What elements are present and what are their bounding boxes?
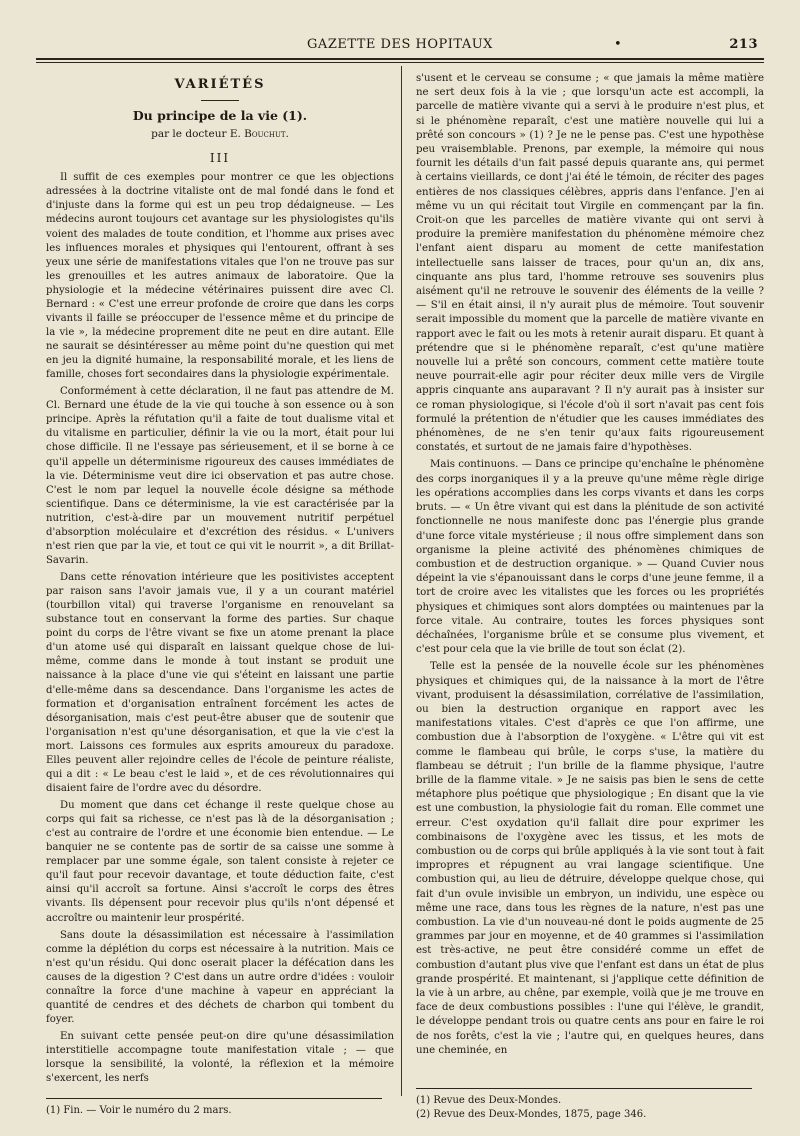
paragraph: En suivant cette pensée peut-on dire qu'une désassimilation interstitielle accompagne toute manifestation vitale ; — que lorsque la sensibilité, la volonté, la réflexion et la mémoire s'exercent, les nerfs	[46, 1031, 394, 1085]
byline	[46, 127, 394, 141]
header-ornament: •	[614, 37, 623, 52]
section-rule	[201, 100, 239, 101]
paragraph: Conformément à cette déclaration, il ne faut pas attendre de M. Cl. Bernard une étude de la vie qui touche à son essence ou à son principe. Après la réfutation qu'il a faite de tout dualisme vital et du vitalisme en particulier, définir la vie ou la mort, était pour lui chose difficile. Il ne l'essaye pas sérieusement, et il se borne à ce qu'il appelle un déterminisme rigoureux des causes immédiates de la vie. Déterminisme veut dire ici observation et pas autre chose. C'est le nom par lequel la nouvelle école désigne sa méthode scientifique. Dans ce déterminisme, la vie est caractérisée par la nutrition, c'est-à-dire par un mouvement nutritif perpétuel d'absorption moléculaire et d'excrétion des résidus. « L'univers n'est rien que par la vie, et tout ce qui vit le nourrit », a dit Brillat-Savarin.	[46, 386, 394, 566]
paragraph: Sans doute la désassimilation est nécessaire à l'assimilation comme la déplétion du corps est nécessaire à la nutrition. Mais ce n'est qu'un résidu. Qui donc oserait placer la défécation dans les causes de la digestion ? C'est dans un autre ordre d'idées : vouloir connaître la force d'une machine à vapeur en appréciant la quantité de cendres et des déchets de charbon qui tombent du foyer.	[46, 929, 394, 1025]
footnote-rule-left	[46, 1098, 382, 1099]
paragraph: Il suffit de ces exemples pour montrer ce que les objections adressées à la doctrine vitaliste ont de mal fondé dans le fond et d'injuste dans la forme qui est un peu trop dédaigneuse. — Les médecins auront toujours cet avantage sur les physiologistes qu'ils voient des malades de toute condition, et l'homme aux prises avec les influences morales et physiques qui l'entourent, offrant à ses yeux une série de manifestations vitales que l'on ne trouve pas sur les grenouilles et les autres animaux de laboratoire. Que la physiologie et la médecine vétérinaires puissent dire avec Cl. Bernard : « C'est une erreur profonde de croire que dans les corps vivants il faille se préoccuper de l'essence même et du principe de la vie », la médecine proprement dite ne peut en dire autant. Elle ne saurait se désintéresser au même point du'ne question qui met en jeu la dignité humaine, la responsabilité morale, et les liens de famille, choses fort secondaires dans la physiologie expérimentale.	[46, 172, 394, 381]
left-column	[46, 72, 394, 1086]
paragraph: Du moment que dans cet échange il reste quelque chose au corps qui fait sa richesse, ce n'est pas là de la désorganisation ; c'est au contraire de l'ordre et une économie bien entendue. — Le banquier ne se contente pas de sortir de sa caisse une somme à remplacer par une somme égale, son talent consiste à rejeter ce qu'il faut pour recevoir davantage, et toute déduction faite, c'est ainsi qu'il accroît sa fortune. Ainsi s'accroît le corps des êtres vivants. Ils dépensent pour recevoir plus qu'ils n'ont dépensé et accroître ou maintenir leur prospérité.	[46, 800, 394, 924]
part-number: III	[209, 151, 231, 166]
byline-author: E. Bouchut.	[229, 128, 289, 141]
footnote: (1) Fin. — Voir le numéro du 2 mars.	[46, 1105, 232, 1116]
right-column	[416, 72, 764, 1058]
footnote: (1) Revue des Deux-Mondes.	[416, 1095, 562, 1106]
byline-prefix: par le docteur	[151, 128, 227, 141]
paragraph: Telle est la pensée de la nouvelle école sur les phénomènes physiques et chimiques qui, de la naissance à la mort de l'être vivant, produisent la désassimilation, corrélative de l'assimilation, ou bien la destruction organique en rapport avec les manifestations vitales. C'est d'après ce que l'on affirme, une combustion due à l'absorption de l'oxygène. « L'être qui vit est comme le flambeau qui brûle, le corps s'use, la matière du flambeau se détruit ; l'un brille de la flamme physique, l'autre brille de la flamme vitale. » Je ne saisis pas bien le sens de cette métaphore plus poétique que physiologique ; En disant que la vie est une combustion, la physiologie fait du roman. Elle commet une erreur. C'est oxydation qu'il fallait dire pour exprimer les combinaisons de l'oxygène avec les tissus, et les mots de combustion ou de corps qui brûle appliqués à la vie sont tout à fait impropres et répugnent au vrai langage scientifique. Une combustion qui, au lieu de détruire, développe quelque chose, qui fait d'un ovule invisible un embryon, un individu, une espèce ou même une race, dans tous les règnes de la nature, n'est pas une combustion. La vie d'un nouveau-né dont le poids augmente de 25 grammes par jour en moyenne, et de 40 grammes si l'assimilation est très-active, ne peut être considéré comme un effet de combustion d'autant plus vive que l'enfant est dans un état de plus grande prospérité. Et maintenant, si j'applique cette définition de la vie à un arbre, au chêne, par exemple, voilà que je me trouve en face de deux combustions possibles : l'une qui l'élève, le grandit, le développe pendant trois ou quatre cents ans pour en faire le roi de nos forêts, c'est la vie ; l'autre qui, en quelques heures, dans une cheminée, en	[416, 661, 764, 1056]
article-title: Du principe de la vie (1).	[132, 108, 308, 124]
footnote: (2) Revue des Deux-Mondes, 1875, page 346.	[416, 1109, 647, 1120]
header-rule	[36, 58, 764, 60]
paragraph: Dans cette rénovation intérieure que les positivistes acceptent par raison sans l'avoir jamais vue, il y a un courant matériel (tourbillon vital) qui traverse l'organisme en renouvelant sa substance tout en conservant la forme des parties. Sur chaque point du corps de l'être vivant se fixe un atome prenant la place d'un atome usé qui disparaît en laissant quelque chose de lui-même, comme dans le monde à tout instant se produit une naissance à la place d'une vie qui s'éteint en laissant une partie d'elle-même dans sa descendance. Dans l'organisme les actes de formation et d'organisation entraînent forcément les actes de désorganisation, mais c'est peut-être abuser que de soutenir que l'organisation n'est qu'une désorganisation, et que la vie c'est la mort. Laissons ces formules aux esprits amoureux du paradoxe. Elles peuvent aller rejoindre celles de l'école de peinture réaliste, qui a dit : « Le beau c'est le laid », et de ces révolutionnaires qui disaient faire de l'ordre avec du désordre.	[46, 572, 394, 794]
footnote-rule-right	[416, 1088, 752, 1089]
running-header	[36, 34, 764, 58]
paragraph: s'usent et le cerveau se consume ; « que jamais la même matière ne sert deux fois à la vie ; que lorsqu'un acte est accompli, la parcelle de matière vivante qui a servi à le produire n'est plus, et si le phénomène reparaît, c'est une matière nouvelle qui lui a prêté son concours » (1) ? Je ne le pense pas. C'est une hypothèse peu vraisemblable. Prenons, par exemple, la mémoire qui nous fournit les détails d'un fait passé depuis quarante ans, qui permet à certains vieillards, ce dont j'ai été le témoin, de réciter des pages entières de nos classiques célèbres, appris dans l'enfance. J'en ai même vu un qui récitait tout Virgile en commençant par la fin. Croit-on que les parcelles de matière vivante qui ont servi à produire la première manifestation du phénomène mémoire chez l'enfant aient disparu au moment de cette manifestation intellectuelle sans laisser de traces, pour qu'un an, dix ans, cinquante ans plus tard, l'homme retrouve ses souvenirs plus aisément qu'il ne retrouve le souvenir des éléments de la veille ? — S'il en était ainsi, il n'y aurait plus de mémoire. Tout souvenir serait impossible du moment que la parcelle de matière vivante en rapport avec le fait ou les mots à retenir aurait disparu. Et quant à prétendre que si le phénomène reparaît, c'est qu'une matière nouvelle lui a prêté son concours, comment cette matière toute neuve pourrait-elle agir pour réciter deux mille vers de Virgile appris cinquante ans auparavant ? Il n'y aurait pas à insister sur ce roman physiologique, si l'école d'où il sort n'avait pas cent fois formulé la prétention de n'étudier que les causes immédiates des phénomènes, de ne s'en tenir qu'aux faits rigoureusement constatés, et surtout de ne jamais faire d'hypothèses.	[416, 73, 764, 454]
paragraph: Mais continuons. — Dans ce principe qu'enchaîne le phénomène des corps inorganiques il y a la preuve qu'une même règle dirige les opérations accomplies dans les corps vivants et dans les corps bruts. — « Un être vivant qui est dans la plénitude de son activité fonctionnelle ne nous manifeste donc pas l'énergie plus grande d'une force vitale mystérieuse ; il nous offre simplement dans son organisme la pleine activité des phénomènes chimiques de combustion et de destruction organique. » — Quand Cuvier nous dépeint la vie s'épanouissant dans le corps d'une jeune femme, il a tort de croire avec les vitalistes que les forces ou les propriétés physiques et chimiques sont alors domptées ou maintenues par la force vitale. Au contraire, toutes les forces physiques sont déchaînées, l'organisme brûle et se consume plus vivement, et c'est pour cela que la vie brille de tout son éclat (2).	[416, 459, 764, 656]
section-heading: VARIÉTÉS	[174, 77, 266, 92]
page-number: 213	[729, 37, 758, 52]
column-divider	[401, 66, 402, 1096]
journal-title: GAZETTE DES HOPITAUX	[307, 37, 493, 52]
header-rule-thin	[36, 62, 764, 63]
